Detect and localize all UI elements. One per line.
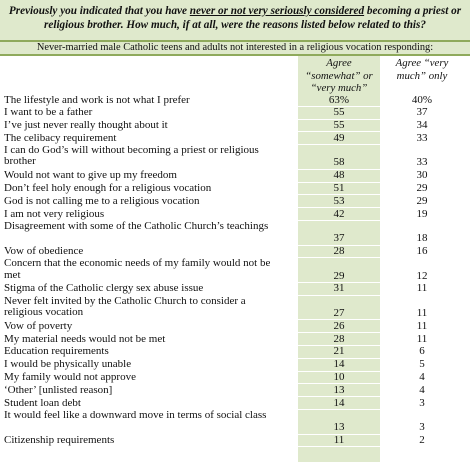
value-somewhat-or-very-much: 53	[333, 194, 345, 207]
value-very-much-only: 40%	[411, 93, 433, 106]
row-label: Vow of poverty	[4, 319, 73, 332]
value-very-much-only: 3	[419, 421, 425, 434]
column-header-line: much” only	[396, 69, 448, 82]
row-label: God is not calling me to a religious vocation	[4, 194, 200, 207]
row-label: The lifestyle and work is not what I prefer	[4, 93, 190, 106]
value-somewhat-or-very-much: 27	[333, 307, 345, 320]
table-row	[0, 333, 470, 346]
table-row	[0, 346, 470, 359]
column-header-somewhat-or-very-much	[298, 56, 380, 94]
question-text-b: becoming a priest or	[364, 5, 462, 17]
value-very-much-only: 3	[419, 396, 425, 409]
row-label: ‘Other’ [unlisted reason]	[4, 383, 113, 396]
table-row	[0, 397, 470, 410]
row-label: I’ve just never really thought about it	[4, 119, 168, 132]
table-row	[0, 221, 470, 246]
table-row	[0, 145, 470, 170]
table-question-header	[0, 0, 470, 40]
value-very-much-only: 29	[416, 182, 428, 195]
row-label: I can do God’s will without becoming a priest or religious brother	[4, 144, 259, 168]
row-label: Never felt invited by the Catholic Church to consider a religious vocation	[4, 294, 246, 319]
table-body	[0, 94, 470, 447]
value-very-much-only: 33	[416, 131, 428, 144]
value-somewhat-or-very-much: 10	[333, 371, 345, 384]
row-label: My material needs would not be met	[4, 332, 166, 345]
value-somewhat-or-very-much: 51	[333, 182, 345, 195]
value-somewhat-or-very-much: 63%	[328, 93, 350, 106]
value-very-much-only: 37	[416, 106, 428, 119]
column-header-line: Agree “very	[395, 57, 449, 69]
table-row	[0, 359, 470, 372]
value-somewhat-or-very-much: 13	[333, 383, 345, 396]
table-row	[0, 435, 470, 448]
value-very-much-only: 2	[419, 434, 425, 447]
table-row	[0, 183, 470, 196]
row-label: Education requirements	[4, 345, 109, 358]
value-somewhat-or-very-much: 21	[333, 345, 345, 358]
table-row	[0, 107, 470, 120]
table-row	[0, 170, 470, 183]
table-row	[0, 296, 470, 321]
row-label: Disagreement with some of the Catholic Church’s teachings	[4, 219, 269, 232]
table-row	[0, 94, 470, 107]
value-somewhat-or-very-much: 55	[333, 106, 345, 119]
value-very-much-only: 33	[416, 156, 428, 169]
value-somewhat-or-very-much: 42	[333, 207, 345, 220]
row-label: The celibacy requirement	[4, 131, 117, 144]
value-somewhat-or-very-much: 14	[333, 358, 345, 371]
column-header-line: “very much”	[310, 82, 368, 94]
value-very-much-only: 6	[419, 345, 425, 358]
value-very-much-only: 11	[416, 307, 428, 320]
value-somewhat-or-very-much: 58	[333, 156, 345, 169]
row-label: My family would not approve	[4, 371, 136, 384]
value-very-much-only: 18	[416, 232, 428, 245]
row-label: I am not very religious	[4, 207, 105, 220]
question-text-line2: religious brother. How much, if at all, were the reasons listed below related to this?	[44, 19, 426, 31]
value-very-much-only: 11	[416, 282, 428, 295]
value-very-much-only: 11	[416, 319, 428, 332]
value-somewhat-or-very-much: 28	[333, 332, 345, 345]
value-somewhat-or-very-much: 55	[333, 119, 345, 132]
column-header-line: “somewhat” or	[305, 69, 373, 82]
table-subheader: Never-married male Catholic teens and adults not interested in a religious vocation responding:	[0, 40, 470, 56]
value-very-much-only: 4	[419, 383, 425, 396]
row-label: Don’t feel holy enough for a religious vocation	[4, 182, 212, 195]
value-very-much-only: 19	[416, 207, 428, 220]
value-very-much-only: 11	[416, 332, 428, 345]
row-label: It would feel like a downward move in terms of social class	[4, 408, 267, 421]
value-somewhat-or-very-much: 14	[333, 396, 345, 409]
table-row	[0, 410, 470, 435]
value-somewhat-or-very-much: 13	[333, 421, 345, 434]
table-row	[0, 372, 470, 385]
value-very-much-only: 4	[419, 371, 425, 384]
value-somewhat-or-very-much: 49	[333, 131, 345, 144]
row-label: Student loan debt	[4, 396, 81, 409]
value-somewhat-or-very-much: 37	[333, 232, 345, 245]
row-label: Citizenship requirements	[4, 434, 115, 447]
column-header-line: Agree	[326, 57, 352, 69]
value-somewhat-or-very-much: 29	[333, 269, 345, 282]
row-label: I want to be a father	[4, 106, 93, 119]
value-very-much-only: 16	[416, 245, 428, 258]
row-label: Vow of obedience	[4, 245, 84, 258]
table-row	[0, 258, 470, 283]
value-somewhat-or-very-much: 48	[333, 169, 345, 182]
table-row	[0, 120, 470, 133]
row-label: I would be physically unable	[4, 358, 132, 371]
value-somewhat-or-very-much: 11	[333, 434, 345, 447]
question-text-a: Previously you indicated that you have	[8, 5, 190, 17]
value-somewhat-or-very-much: 31	[333, 282, 345, 295]
value-very-much-only: 12	[416, 269, 428, 282]
value-very-much-only: 29	[416, 194, 428, 207]
value-somewhat-or-very-much: 26	[333, 319, 345, 332]
value-very-much-only: 5	[419, 358, 425, 371]
row-label: Stigma of the Catholic clergy sex abuse issue	[4, 282, 204, 295]
value-very-much-only: 30	[416, 169, 428, 182]
table-row	[0, 283, 470, 296]
table-row	[0, 195, 470, 208]
row-label: Concern that the economic needs of my family would not be met	[4, 257, 271, 281]
value-very-much-only: 34	[416, 119, 428, 132]
column-header-very-much-only	[380, 56, 464, 94]
column-header-row	[0, 56, 470, 94]
table-row	[0, 320, 470, 333]
value-somewhat-or-very-much: 28	[333, 245, 345, 258]
question-text-underlined: never or not very seriously considered	[189, 5, 365, 17]
table-row	[0, 384, 470, 397]
row-label: Would not want to give up my freedom	[4, 169, 177, 182]
